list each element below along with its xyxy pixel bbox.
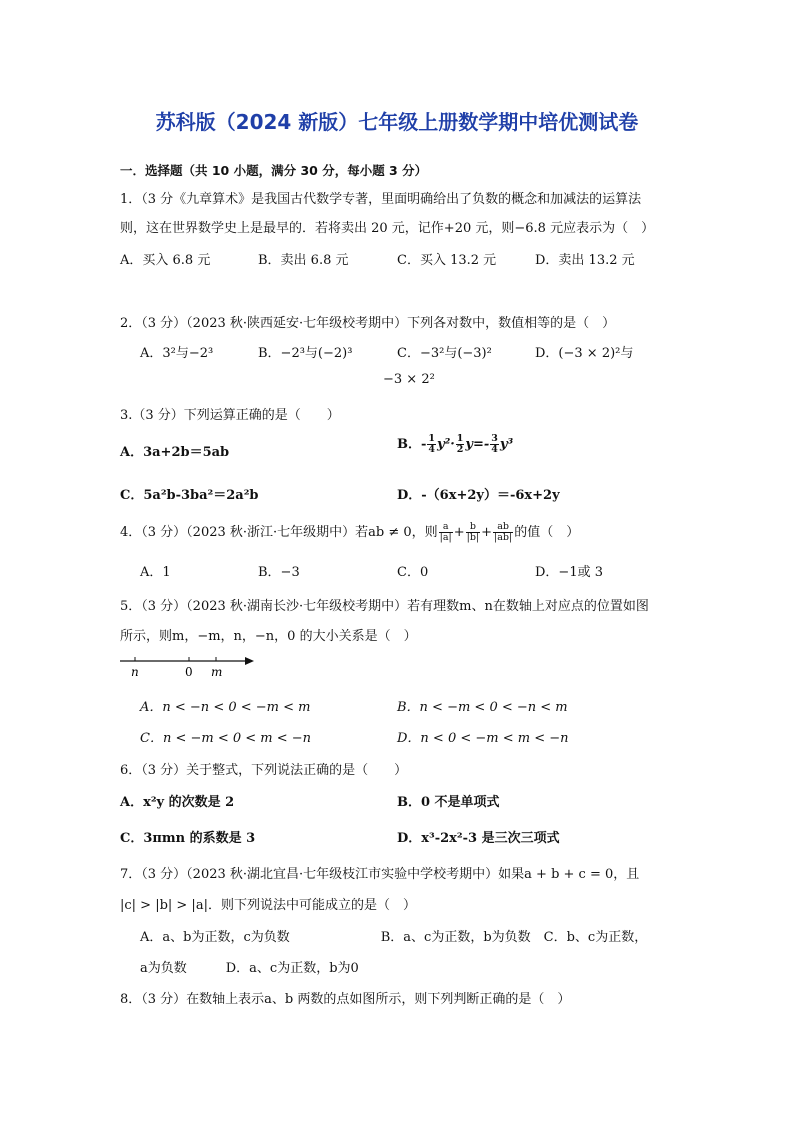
- q3-option-a: A．3a+2b＝5ab: [120, 445, 230, 460]
- q6-option-d: D．x³-2x²-3 是三次三项式: [397, 831, 560, 846]
- q3-option-c: C．5a²b-3ba²＝2a²b: [120, 488, 259, 503]
- q5-option-a: A．n < −n < 0 < −m < m: [140, 700, 311, 715]
- q7-stem-line1: 7．（3 分）（2023 秋·湖北宜昌·七年级枝江市实验中学校考期中）如果a + b + c = 0，且: [120, 867, 640, 882]
- label-n: n: [131, 665, 139, 679]
- q4-stem-pre: 4．（3 分）（2023 秋·浙江·七年级期中）若ab ≠ 0，则: [120, 525, 438, 540]
- q7-stem-line2: |c| > |b| > |a|．则下列说法中可能成立的是（ ）: [120, 898, 416, 913]
- q1-stem-line2: 则，这在世界数学史上是最早的．若将卖出 20 元，记作+20 元，则−6.8 元应表示为（ ）: [120, 221, 655, 236]
- label-zero: 0: [185, 665, 193, 679]
- q4-fraction-2: $\frac{b}{|b|}$: [466, 521, 480, 543]
- q6-option-b: B．0 不是单项式: [397, 795, 500, 810]
- q8-stem: 8．（3 分）在数轴上表示a、b 两数的点如图所示，则下列判断正确的是（ ）: [120, 992, 571, 1007]
- number-line-arrow-icon: [245, 657, 254, 665]
- q3-b-end: y³: [499, 437, 514, 452]
- q3-b-prefix: B．-: [397, 437, 427, 452]
- q6-stem: 6．（3 分）关于整式，下列说法正确的是（ ）: [120, 763, 408, 778]
- q3-b-fraction-2: $\frac{1}{2}$: [456, 433, 464, 455]
- q1-option-c: C．买入 13.2 元: [397, 253, 497, 268]
- q4-fraction-3: $\frac{ab}{|ab|}$: [494, 521, 513, 543]
- q3-b-fraction-3: $\frac{3}{4}$: [491, 433, 498, 455]
- q3-b-mid1: y²·: [437, 437, 455, 452]
- q4-plus-1: +: [453, 525, 465, 540]
- number-line-figure: [118, 652, 258, 682]
- q1-stem-line1: 1．（3 分《九章算术》是我国古代数学专著，里面明确给出了负数的概念和加减法的运算法: [120, 192, 642, 207]
- q1-option-b: B．卖出 6.8 元: [258, 253, 349, 268]
- q1-option-d: D．卖出 13.2 元: [535, 253, 635, 268]
- q4-plus-2: +: [481, 525, 493, 540]
- q5-stem-line2: 所示，则m，−m，n，−n，0 的大小关系是（ ）: [120, 629, 417, 644]
- section-heading: 一．选择题（共 10 小题，满分 30 分，每小题 3 分）: [120, 163, 428, 178]
- q3-b-mid2: y=-: [465, 437, 490, 452]
- q4-option-b: B．−3: [258, 565, 300, 580]
- q6-option-a: A．x²y 的次数是 2: [120, 795, 235, 810]
- q5-option-c: C．n < −m < 0 < m < −n: [140, 731, 312, 746]
- q5-stem-line1: 5．（3 分）（2023 秋·湖南长沙·七年级校考期中）若有理数m、n在数轴上对应点的位置如图: [120, 599, 649, 614]
- q4-option-c: C．0: [397, 565, 429, 580]
- q3-option-d: D．-（6x+2y）＝-6x+2y: [397, 488, 560, 503]
- q4-option-a: A．1: [140, 565, 171, 580]
- q5-option-d: D．n < 0 < −m < m < −n: [397, 731, 569, 746]
- q4-option-d: D．−1或 3: [535, 565, 603, 580]
- q3-b-fraction-1: $\frac{1}{4}$: [428, 433, 436, 455]
- q5-option-b: B．n < −m < 0 < −n < m: [397, 700, 568, 715]
- q2-stem: 2．（3 分）（2023 秋·陕西延安·七年级校考期中）下列各对数中，数值相等的是（ ）: [120, 316, 616, 331]
- q2-option-d: D．(−3 × 2)²与: [535, 346, 634, 361]
- q3-stem: 3.（3 分）下列运算正确的是（ ）: [120, 408, 340, 423]
- q4-stem-post: 的值（ ）: [514, 525, 580, 540]
- q2-option-c: C．−3²与(−3)²: [397, 346, 492, 361]
- q2-option-d-cont: −3 × 2²: [383, 372, 435, 387]
- page-title: 苏科版（2024 新版）七年级上册数学期中培优测试卷: [155, 110, 639, 134]
- q7-options-line2: a为负数 D．a、c为正数，b为0: [140, 961, 359, 976]
- q2-option-b: B．−2³与(−2)³: [258, 346, 353, 361]
- q4-stem: [120, 521, 579, 543]
- q1-option-a: A．买入 6.8 元: [120, 253, 211, 268]
- q6-option-c: C．3πmn 的系数是 3: [120, 831, 256, 846]
- q7-options-line1: A．a、b为正数，c为负数 B．a、c为正数，b为负数 C．b、c为正数，: [140, 930, 648, 945]
- q2-option-a: A．3²与−2³: [140, 346, 214, 361]
- label-m: m: [211, 665, 223, 679]
- q3-option-b: [397, 433, 513, 455]
- q4-fraction-1: $\frac{a}{|a|}$: [439, 521, 452, 543]
